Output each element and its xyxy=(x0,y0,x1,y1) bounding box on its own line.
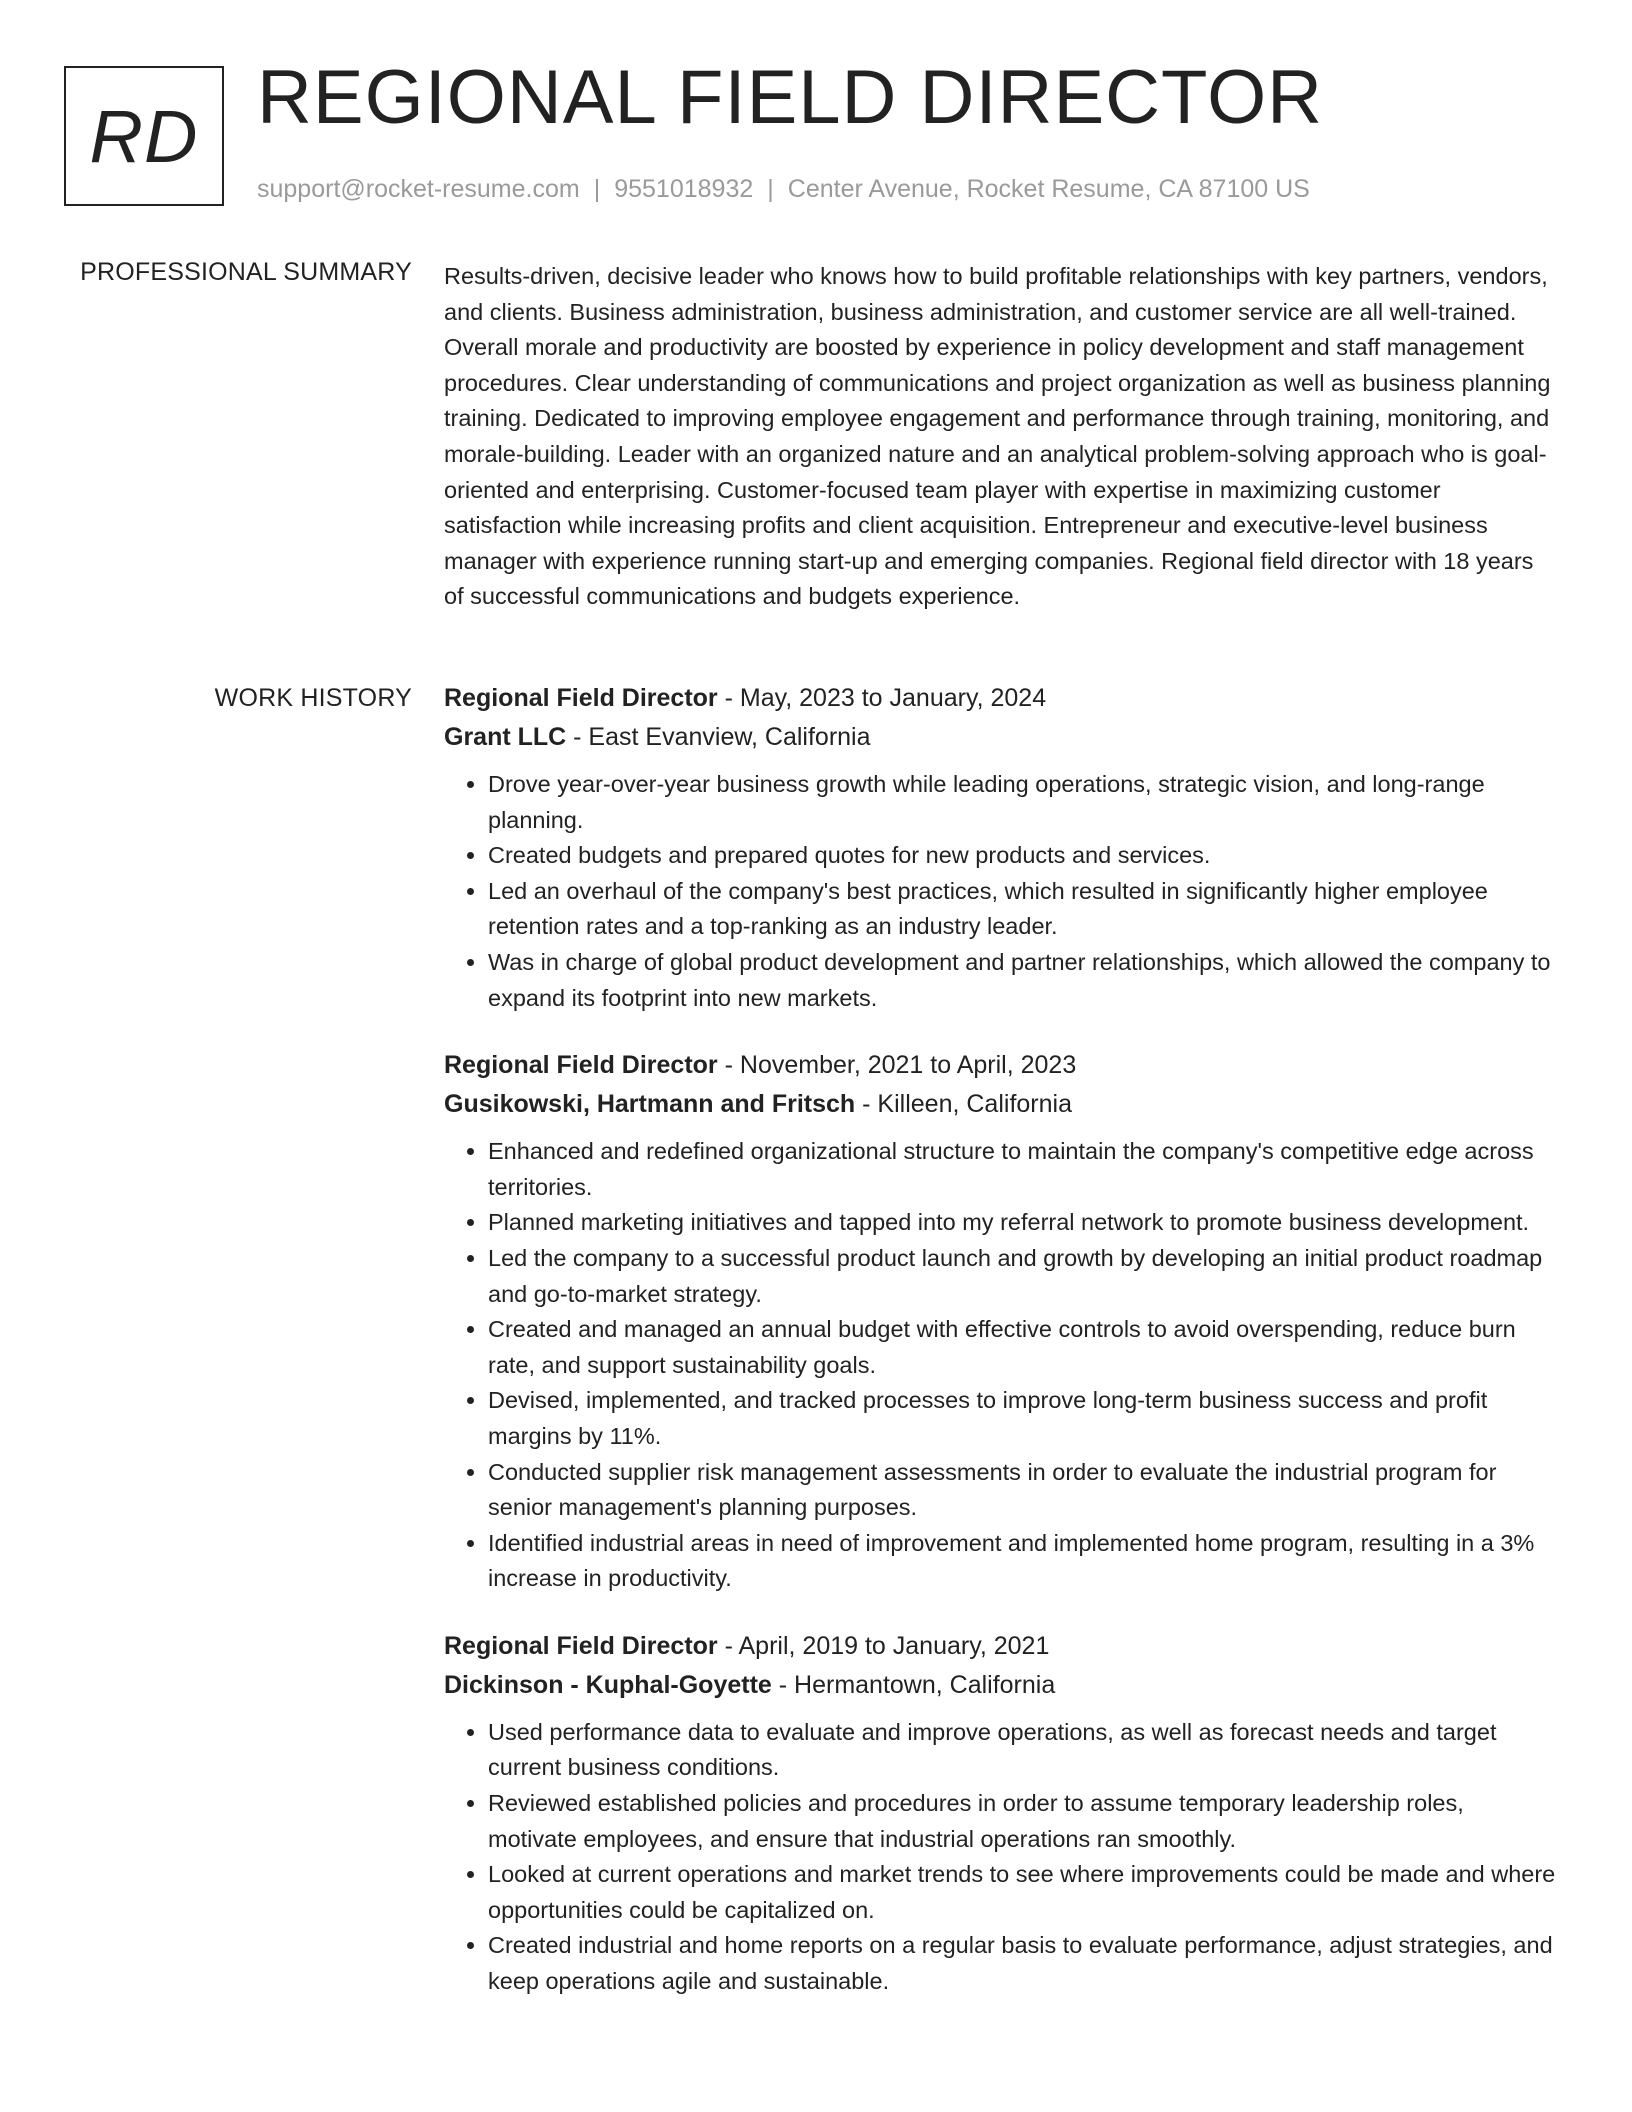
job-company-line xyxy=(444,1666,1556,1705)
job-bullet: • Devised, implemented, and tracked processes to improve long-term business success and profit margins by 11%. xyxy=(488,1383,1556,1454)
job-location: - Killeen, California xyxy=(855,1090,1072,1119)
job-bullet: • Conducted supplier risk management assessments in order to evaluate the industrial program for senior management's planning purposes. xyxy=(488,1455,1556,1526)
contact-address: Center Avenue, Rocket Resume, CA 87100 US xyxy=(787,175,1310,203)
initials-monogram: RD xyxy=(64,66,224,206)
contact-line xyxy=(257,175,1310,204)
job-title: Regional Field Director xyxy=(444,684,718,712)
page-title: REGIONAL FIELD DIRECTOR xyxy=(257,55,1324,140)
work-history-body xyxy=(444,679,1556,2030)
summary-text: Results-driven, decisive leader who knows how to build profitable relationships with key partners, vendors, and clients. Business administration, business administration, and customer service are all well-trained. Overall morale and productivity are boosted by experience in policy development and staff management procedures. Clear understanding of communications and project organization as well as business planning training. Dedicated to improving employee engagement and performance through training, monitoring, and morale-building. Leader with an organized nature and an analytical problem-solving approach who is goal-oriented and enterprising. Customer-focused team player with expertise in maximizing customer satisfaction while increasing profits and client acquisition. Entrepreneur and executive-level business manager with experience running start-up and emerging companies. Regional field director with 18 years of successful communications and budgets experience. xyxy=(444,263,1551,610)
job-bullet: • Created budgets and prepared quotes for new products and services. xyxy=(488,838,1556,874)
job-company-line xyxy=(444,1085,1556,1124)
job-dates: - November, 2021 to April, 2023 xyxy=(717,1051,1077,1080)
job-dates: - April, 2019 to January, 2021 xyxy=(717,1631,1050,1660)
job-company: Grant LLC xyxy=(444,723,567,751)
job-bullet: • Enhanced and redefined organizational structure to maintain the company's competitive edge across territories. xyxy=(488,1134,1556,1205)
job-location: - Hermantown, California xyxy=(771,1670,1056,1699)
job-title-line xyxy=(444,1046,1556,1085)
contact-email[interactable]: support@rocket-resume.com xyxy=(257,175,580,203)
contact-phone[interactable]: 9551018932 xyxy=(614,175,754,203)
job-bullets xyxy=(444,767,1556,1016)
job-bullets xyxy=(444,1715,1556,2000)
job-entry xyxy=(444,1627,1556,2000)
job-bullet: • Planned marketing initiatives and tapped into my referral network to promote business development. xyxy=(488,1205,1556,1241)
job-entry xyxy=(444,1046,1556,1597)
job-bullet: • Was in charge of global product development and partner relationships, which allowed the company to expand its footprint into new markets. xyxy=(488,945,1556,1016)
job-title: Regional Field Director xyxy=(444,1631,718,1660)
job-bullet: • Led an overhaul of the company's best practices, which resulted in significantly higher employee retention rates and a top-ranking as an industry leader. xyxy=(488,874,1556,945)
job-dates: - May, 2023 to January, 2024 xyxy=(717,684,1047,712)
job-entry xyxy=(444,679,1556,1016)
job-bullet: • Identified industrial areas in need of improvement and implemented home program, resulting in a 3% increase in productivity. xyxy=(488,1526,1556,1597)
job-bullet: • Created and managed an annual budget with effective controls to avoid overspending, reduce burn rate, and support sustainability goals. xyxy=(488,1312,1556,1383)
job-title-line xyxy=(444,1627,1556,1666)
job-location: - East Evanview, California xyxy=(566,723,871,751)
job-bullet: • Used performance data to evaluate and improve operations, as well as forecast needs and target current business conditions. xyxy=(488,1715,1556,1786)
job-bullet: • Created industrial and home reports on a regular basis to evaluate performance, adjust strategies, and keep operations agile and sustainable. xyxy=(488,1928,1556,1999)
job-title-line xyxy=(444,679,1556,718)
summary-heading: PROFESSIONAL SUMMARY xyxy=(80,258,412,286)
job-company-line xyxy=(444,718,1556,757)
contact-separator: | xyxy=(593,175,601,203)
job-bullet: • Led the company to a successful product launch and growth by developing an initial product roadmap and go-to-market strategy. xyxy=(488,1241,1556,1312)
work-history-heading: WORK HISTORY xyxy=(214,684,412,712)
contact-separator: | xyxy=(767,175,774,203)
job-bullet: • Drove year-over-year business growth while leading operations, strategic vision, and long-range planning. xyxy=(488,767,1556,838)
job-company: Gusikowski, Hartmann and Fritsch xyxy=(444,1090,856,1119)
job-title: Regional Field Director xyxy=(444,1051,718,1080)
summary-body xyxy=(444,259,1556,615)
job-bullets xyxy=(444,1134,1556,1597)
job-bullet: • Looked at current operations and market trends to see where improvements could be made and where opportunities could be capitalized on. xyxy=(488,1857,1556,1928)
job-bullet: • Reviewed established policies and procedures in order to assume temporary leadership roles, motivate employees, and ensure that industrial operations ran smoothly. xyxy=(488,1786,1556,1857)
job-company: Dickinson - Kuphal-Goyette xyxy=(444,1670,772,1699)
